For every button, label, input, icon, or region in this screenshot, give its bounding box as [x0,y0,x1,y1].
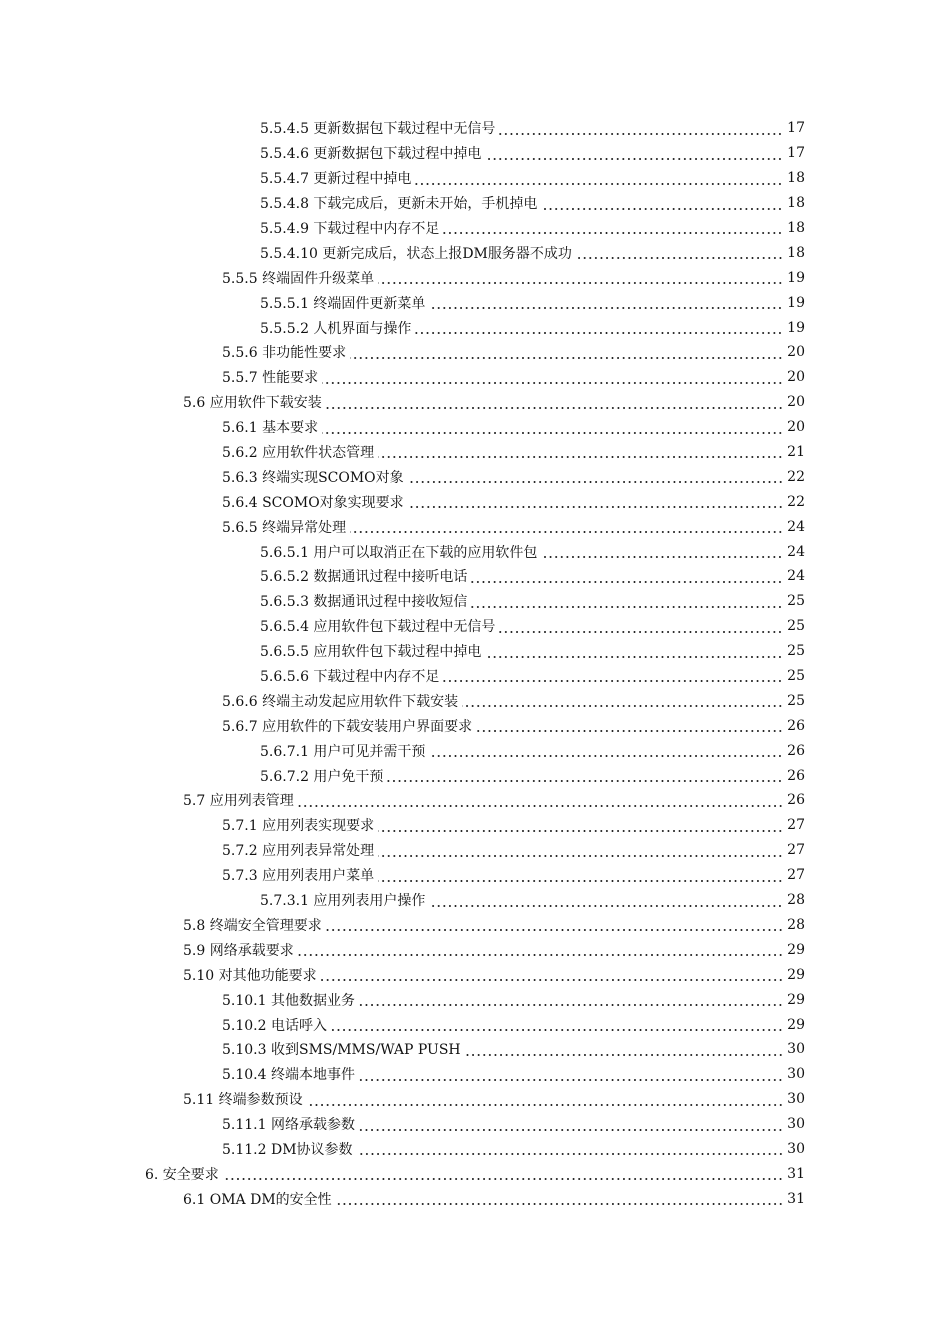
toc-entry-page-number: 18 [787,220,805,236]
toc-entry-title: 6. 安全要求 [145,1166,219,1183]
toc-entry[interactable] [0,216,950,241]
dot-leader [415,332,783,334]
toc-entry-page-number: 27 [787,842,805,859]
toc-entry[interactable] [0,813,950,838]
dot-leader [378,282,783,284]
toc-entry-title: 5.10.4 终端本地事件 [222,1067,355,1084]
toc-entry-title: 5.11.1 网络承载参数 [222,1117,355,1134]
dot-leader [387,780,783,782]
toc-entry-page-number: 24 [787,518,805,535]
toc-entry-title: 5.5.6 非功能性要求 [222,345,347,362]
toc-entry[interactable] [0,639,950,664]
toc-entry-title: 5.6.2 应用软件状态管理 [222,445,375,462]
toc-entry-page-number: 22 [787,468,805,485]
toc-entry-page-number: 29 [787,991,805,1008]
dot-leader [415,183,783,185]
toc-entry-title: 5.7.3 应用列表用户菜单 [222,868,375,885]
toc-entry-page-number: 30 [787,1091,805,1108]
toc-entry-title: 6.1 OMA DM的安全性 [183,1191,332,1208]
toc-entry[interactable] [0,614,950,639]
toc-entry[interactable] [0,738,950,763]
toc-entry-page-number: 21 [787,444,805,461]
toc-entry-page-number: 29 [787,1016,805,1033]
toc-entry-page-number: 22 [787,493,805,510]
table-of-contents [0,116,950,1211]
dot-leader [359,1004,783,1006]
toc-entry-page-number: 26 [787,767,805,784]
dot-leader [378,855,783,857]
toc-entry-page-number: 19 [787,269,805,286]
toc-entry-title: 5.7.1 应用列表实现要求 [222,818,375,835]
toc-entry[interactable] [0,962,950,987]
dot-leader [350,531,783,533]
dot-leader [359,1079,783,1081]
toc-entry-title: 5.6.6 终端主动发起应用软件下载安装 [222,693,459,710]
toc-entry[interactable] [0,1087,950,1112]
toc-entry[interactable] [0,390,950,415]
toc-entry-title: 5.6.5.3 数据通讯过程中接收短信 [260,594,468,611]
dot-leader [476,730,783,732]
toc-entry[interactable] [0,788,950,813]
toc-entry-page-number: 20 [787,344,805,361]
toc-entry-title: 5.6.5.4 应用软件包下载过程中无信号 [260,619,496,636]
dot-leader [359,1129,783,1131]
toc-entry-title: 5.5.4.10 更新完成后，状态上报DM服务器不成功 [260,245,572,262]
toc-entry-page-number: 17 [787,145,805,162]
dot-leader [465,1054,784,1056]
dot-leader [321,979,784,981]
toc-entry-page-number: 25 [787,668,805,685]
toc-entry[interactable] [0,315,950,340]
toc-entry[interactable] [0,166,950,191]
toc-entry-page-number: 20 [787,419,805,436]
toc-entry-page-number: 18 [787,170,805,187]
toc-entry[interactable] [0,415,950,440]
toc-entry[interactable] [0,987,950,1012]
toc-entry[interactable] [0,1112,950,1137]
toc-entry-title: 5.5.5.1 终端固件更新菜单 [260,295,426,312]
toc-entry-page-number: 20 [787,394,805,411]
toc-entry-title: 5.6.7 应用软件的下载安装用户界面要求 [222,718,473,735]
dot-leader [471,581,783,583]
toc-entry-page-number: 30 [787,1066,805,1083]
dot-leader [378,880,783,882]
dot-leader [429,755,783,757]
toc-entry-page-number: 25 [787,618,805,635]
toc-entry-title: 5.5.4.8 下载完成后，更新未开始，手机掉电 [260,196,538,213]
toc-entry-page-number: 30 [787,1116,805,1133]
dot-leader [499,133,783,135]
toc-entry-page-number: 25 [787,643,805,660]
toc-entry-title: 5.6.5 终端异常处理 [222,519,347,536]
dot-leader [307,1104,784,1106]
toc-entry-title: 5.6.5.1 用户可以取消正在下载的应用软件包 [260,544,538,561]
toc-entry[interactable] [0,1037,950,1062]
toc-entry-page-number: 31 [787,1190,805,1207]
toc-entry-page-number: 26 [787,717,805,734]
toc-entry[interactable] [0,713,950,738]
toc-entry-title: 5.6.1 基本要求 [222,420,319,437]
dot-leader [443,232,783,234]
toc-entry[interactable] [0,365,950,390]
dot-leader [322,432,783,434]
toc-entry[interactable] [0,1186,950,1211]
toc-entry-page-number: 28 [787,916,805,933]
toc-entry-page-number: 29 [787,941,805,958]
toc-entry-title: 5.10.2 电话呼入 [222,1017,327,1034]
toc-entry[interactable] [0,265,950,290]
dot-leader [485,158,783,160]
toc-entry[interactable] [0,464,950,489]
toc-entry-page-number: 28 [787,892,805,909]
dot-leader [408,506,784,508]
toc-entry[interactable] [0,340,950,365]
toc-entry-page-number: 27 [787,817,805,834]
toc-entry-page-number: 20 [787,369,805,386]
toc-entry[interactable] [0,1161,950,1186]
toc-entry-title: 5.10.1 其他数据业务 [222,992,355,1009]
dot-leader [326,929,783,931]
dot-leader [336,1203,784,1205]
toc-entry-title: 5.6.5.2 数据通讯过程中接听电话 [260,569,468,586]
toc-entry-page-number: 26 [787,792,805,809]
toc-entry-title: 5.5.5.2 人机界面与操作 [260,320,412,337]
dot-leader [576,257,783,259]
toc-entry[interactable] [0,937,950,962]
toc-entry[interactable] [0,838,950,863]
toc-entry-title: 5.7.3.1 应用列表用户操作 [260,893,426,910]
toc-entry-page-number: 26 [787,742,805,759]
toc-entry[interactable] [0,888,950,913]
dot-leader [429,905,783,907]
toc-entry[interactable] [0,191,950,216]
toc-entry[interactable] [0,116,950,141]
toc-entry-title: 5.5.4.5 更新数据包下载过程中无信号 [260,121,496,138]
toc-entry-page-number: 24 [787,568,805,585]
toc-entry-title: 5.7.2 应用列表异常处理 [222,843,375,860]
toc-entry-title: 5.6.5.5 应用软件包下载过程中掉电 [260,644,482,661]
dot-leader [541,556,783,558]
dot-leader [471,606,783,608]
toc-entry-page-number: 17 [787,120,805,137]
toc-entry-title: 5.5.4.7 更新过程中掉电 [260,171,412,188]
dot-leader [499,631,783,633]
dot-leader [485,656,783,658]
dot-leader [298,954,783,956]
toc-entry-title: 5.11 终端参数预设 [183,1092,303,1109]
toc-entry-title: 5.10 对其他功能要求 [183,967,317,984]
toc-entry[interactable] [0,1012,950,1037]
toc-entry[interactable] [0,290,950,315]
dot-leader [326,407,783,409]
toc-entry-page-number: 18 [787,195,805,212]
toc-entry[interactable] [0,564,950,589]
toc-entry-title: 5.10.3 收到SMS/MMS/WAP PUSH [222,1042,461,1059]
toc-entry-title: 5.5.5 终端固件升级菜单 [222,270,375,287]
dot-leader [541,208,783,210]
toc-entry-title: 5.11.2 DM协议参数 [222,1141,353,1158]
dot-leader [378,456,783,458]
toc-entry-page-number: 18 [787,244,805,261]
dot-leader [223,1178,783,1180]
toc-entry[interactable] [0,1062,950,1087]
toc-entry[interactable] [0,489,950,514]
toc-entry[interactable] [0,589,950,614]
toc-entry-page-number: 19 [787,294,805,311]
toc-entry-page-number: 25 [787,593,805,610]
toc-entry[interactable] [0,440,950,465]
dot-leader [331,1029,783,1031]
toc-entry-title: 5.9 网络承载要求 [183,942,294,959]
toc-entry-page-number: 31 [787,1165,805,1182]
toc-entry[interactable] [0,664,950,689]
toc-entry[interactable] [0,514,950,539]
toc-entry-title: 5.5.4.6 更新数据包下载过程中掉电 [260,146,482,163]
toc-entry[interactable] [0,688,950,713]
dot-leader [408,481,784,483]
dot-leader [462,705,783,707]
toc-entry-page-number: 30 [787,1140,805,1157]
toc-entry-title: 5.8 终端安全管理要求 [183,917,322,934]
toc-entry-title: 5.6.3 终端实现SCOMO对象 [222,469,404,486]
toc-entry-page-number: 30 [787,1041,805,1058]
toc-entry[interactable] [0,863,950,888]
toc-entry[interactable] [0,539,950,564]
toc-entry-title: 5.6.5.6 下载过程中内存不足 [260,669,440,686]
toc-entry-page-number: 19 [787,319,805,336]
toc-entry-title: 5.7 应用列表管理 [183,793,294,810]
dot-leader [429,307,783,309]
toc-entry-page-number: 25 [787,692,805,709]
toc-entry[interactable] [0,1137,950,1162]
toc-entry[interactable] [0,141,950,166]
dot-leader [322,382,783,384]
toc-entry-title: 5.6.4 SCOMO对象实现要求 [222,494,404,511]
toc-entry-title: 5.5.4.9 下载过程中内存不足 [260,221,440,237]
dot-leader [350,357,783,359]
dot-leader [357,1153,784,1155]
toc-entry-title: 5.6.7.2 用户免干预 [260,768,384,785]
toc-entry-page-number: 29 [787,966,805,983]
toc-entry-page-number: 24 [787,543,805,560]
dot-leader [378,830,783,832]
toc-entry-title: 5.5.7 性能要求 [222,370,319,387]
toc-entry[interactable] [0,913,950,938]
toc-entry-page-number: 27 [787,867,805,884]
toc-entry[interactable] [0,240,950,265]
toc-entry-title: 5.6.7.1 用户可见并需干预 [260,743,426,760]
toc-entry[interactable] [0,763,950,788]
dot-leader [298,805,783,807]
toc-entry-title: 5.6 应用软件下载安装 [183,395,322,412]
dot-leader [443,680,783,682]
